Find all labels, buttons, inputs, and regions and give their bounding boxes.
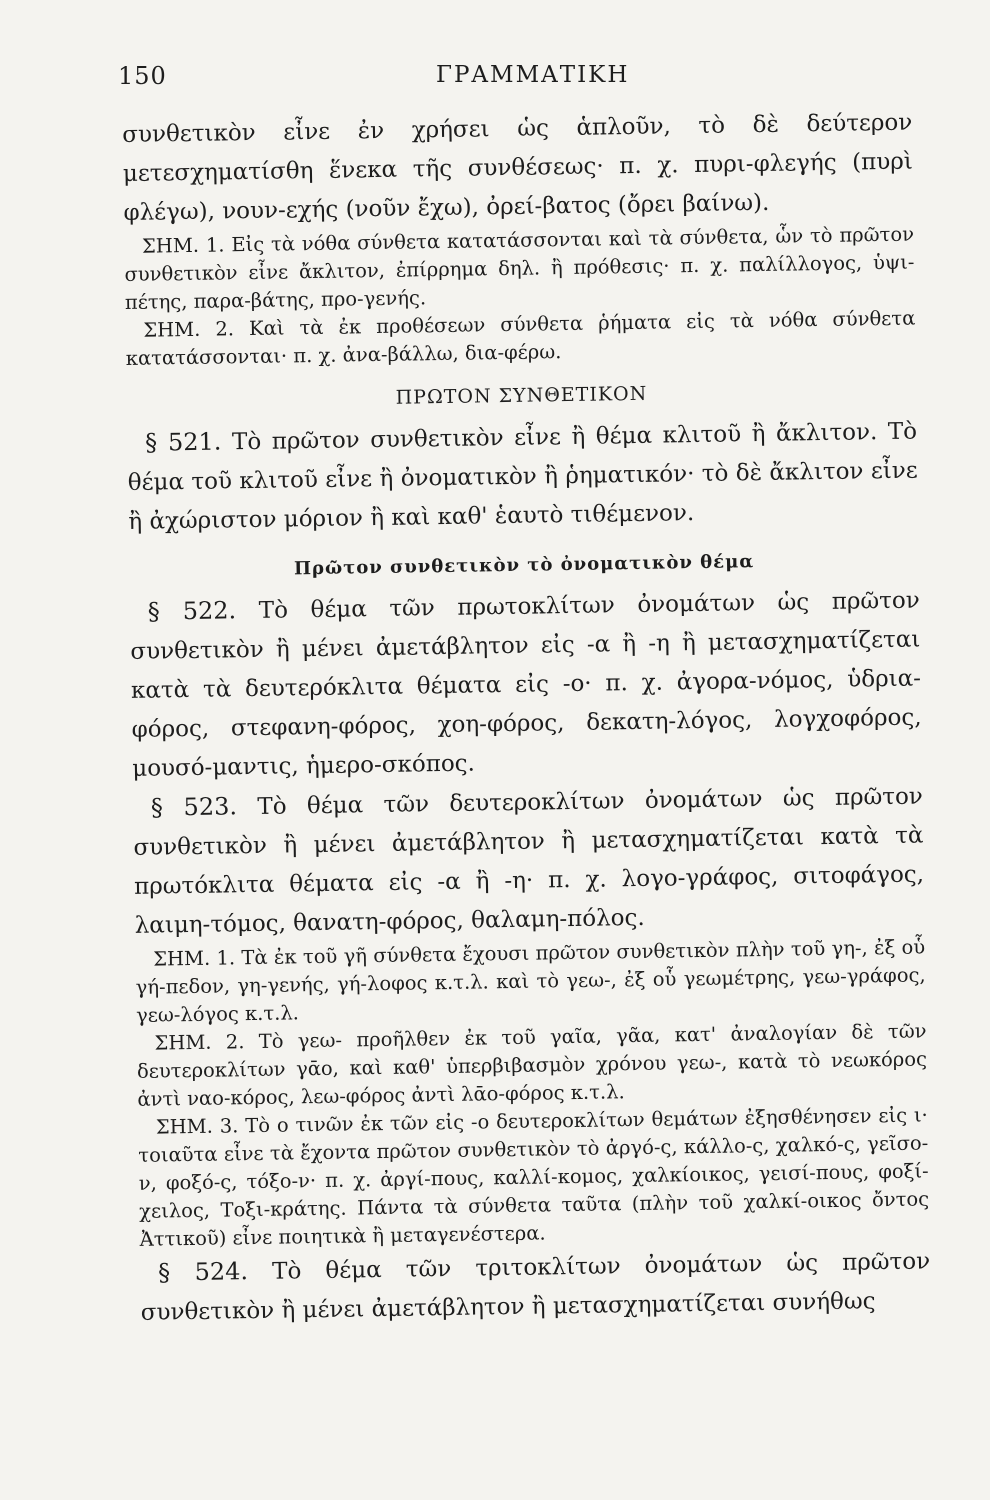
section-number-523: § 523.: [150, 792, 238, 822]
running-title: ΓΡΑΜΜΑΤΙΚΗ: [436, 62, 630, 88]
note-1: ΣΗΜ. 1. Εἰς τὰ νόθα σύνθετα κατατάσσονται καὶ τὰ σύνθετα, ὧν τὸ πρῶτον συνθετικὸν εἶνε ἄκλιτον, ἐπίρρημα δηλ. ἢ πρόθεσις· π. χ. παλίλλογος, ὑψι-πέτης, παρα-βάτης, προ-γενής.: [124, 222, 915, 314]
note-523-1: ΣΗΜ. 1. Τὰ ἐκ τοῦ γῆ σύνθετα ἔχουσι πρῶτον συνθετικὸν πλὴν τοῦ γη-, ἐξ οὗ γή-πεδον, γη-γενής, γή-λοφος κ.τ.λ. καὶ τὸ γεω-, ἐξ οὗ γεωμέτρης, γεω-γράφος, γεω-λόγος κ.τ.λ.: [135, 935, 926, 1027]
paragraph-continued: συνθετικὸν εἶνε ἐν χρήσει ὡς ἁπλοῦν, τὸ δὲ δεύτερον μετεσχηματίσθη ἕνεκα τῆς συνθέσεως· π. χ. πυρι-φλεγής (πυρὶ φλέγω), νουν-εχής (νοῦν ἔχω), ὀρεί-βατος (ὄρει βαίνω).: [122, 109, 914, 226]
page-number: 150: [118, 62, 167, 90]
section-523-text: Τὸ θέμα τῶν δευτεροκλίτων ὀνομάτων ὡς πρῶτον συνθετικὸν ἢ μένει ἀμετάβλητον ἢ μετασχηματίζεται κατὰ τὰ πρωτόκλιτα θέματα εἰς -α ἢ -η· π. χ. λογο-γράφος, σιτοφάγος, λαιμη-τόμος, θανατη-φόρος, θαλαμη-πόλος.: [133, 783, 925, 939]
section-521-text: Τὸ πρῶτον συνθετικὸν εἶνε ἢ θέμα κλιτοῦ ἢ ἄκλιτον. Τὸ θέμα τοῦ κλιτοῦ εἶνε ἢ ὀνοματικὸν ἢ ῥηματικόν· τὸ δὲ ἄκλιτον εἶνε ἢ ἀχώριστον μόριον ἢ καὶ καθ' ἑαυτὸ τιθέμενον.: [127, 418, 918, 535]
note-523-3: ΣΗΜ. 3. Τὸ ο τινῶν ἐκ τῶν εἰς -ο δευτεροκλίτων θεμάτων ἐξησθένησεν εἰς ι· τοιαῦτα εἶνε τὰ ἔχοντα πρῶτον συνθετικὸν τὸ ἀργό-ς, κάλλο-ς, χαλκό-ς, γεῖσο-ν, φοξό-ς, τόξο-ν· π. χ. ἀργί-πους, καλλί-κομος, χαλκίοικος, γεισί-πους, φοξί-χειλος, Τοξι-κράτης. Πάντα τὰ σύνθετα ταῦτα (πλὴν τοῦ χαλκί-οικος ὄντος Ἀττικοῦ) εἶνε ποιητικὰ ἢ μεταγενέστερα.: [138, 1103, 930, 1251]
note-2: ΣΗΜ. 2. Καὶ τὰ ἐκ προθέσεων σύνθετα ῥήματα εἰς τὰ νόθα σύνθετα κατατάσσονται· π. χ. ἀνα-βάλλω, δια-φέρω.: [125, 306, 916, 370]
page-header: [118, 62, 880, 96]
section-522: [129, 581, 922, 789]
note-523-2: ΣΗΜ. 2. Τὸ γεω- προῆλθεν ἐκ τοῦ γαῖα, γᾶα, κατ' ἀναλογίαν δὲ τῶν δευτεροκλίτων γᾱο, καὶ καθ' ὑπερβιβασμὸν χρόνου γεω-, κατὰ τὸ νεωκόρος ἀντὶ ναο-κόρος, λεω-φόρος ἀντὶ λᾱο-φόρος κ.τ.λ.: [136, 1019, 928, 1111]
section-521: [127, 412, 919, 542]
section-number-524: § 524.: [157, 1257, 249, 1287]
section-524: [140, 1241, 931, 1332]
subheading-nominal-stem: Πρῶτον συνθετικὸν τὸ ὀνοματικὸν θέμα: [293, 551, 755, 580]
section-522-text: Τὸ θέμα τῶν πρωτοκλίτων ὀνομάτων ὡς πρῶτον συνθετικὸν ἢ μένει ἀμετάβλητον εἰς -α ἢ -η ἢ μετασχηματίζεται κατὰ τὰ δευτερόκλιτα θέματα εἰς -ο· π. χ. ἀγορα-νόμος, ὑδρια-φόρος, στεφανη-φόρος, χοη-φόρος, δεκατη-λόγος, λογχοφόρος, μουσό-μαντις, ἡμερο-σκόπος.: [130, 587, 922, 782]
section-number-521: § 521.: [144, 427, 222, 457]
section-number-522: § 522.: [147, 596, 237, 626]
section-523: [133, 777, 925, 946]
section-524-text: Τὸ θέμα τῶν τριτοκλίτων ὀνομάτων ὡς πρῶτον συνθετικὸν ἢ μένει ἀμετάβλητον ἢ μετασχηματίζεται συνήθως: [140, 1248, 931, 1326]
text-body: [122, 104, 931, 1333]
section-heading-first-component: ΠΡΩΤΟΝ ΣΥΝΘΕΤΙΚΟΝ: [395, 382, 648, 409]
